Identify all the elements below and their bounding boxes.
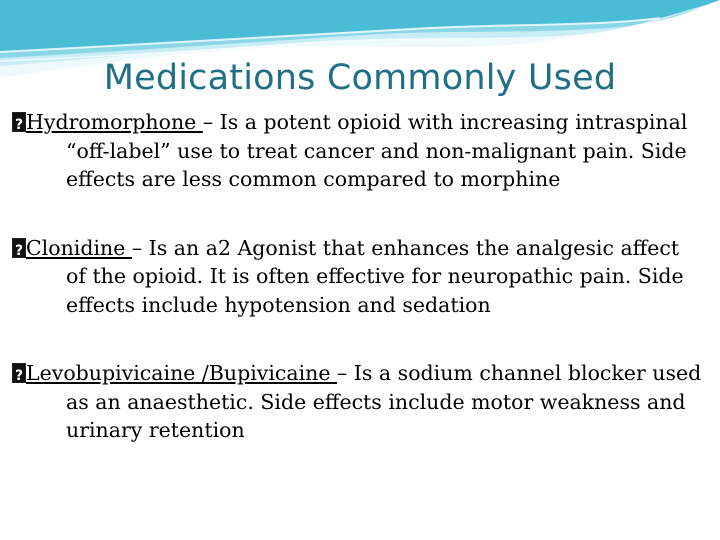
medication-term: Levobupivicaine /Bupivicaine [26, 361, 338, 385]
slide-title: Medications Commonly Used [103, 58, 617, 98]
list-item [12, 234, 702, 320]
bullet-list [12, 108, 702, 485]
list-item [12, 359, 702, 445]
medication-description: – Is a potent opioid with increasing intraspinal “off-label” use to treat cancer and non-malignant pain. Side effects are less common compared to morphine [66, 110, 688, 191]
medication-description: – Is an a2 Agonist that enhances the analgesic affect of the opioid. It is often effective for neuropathic pain. Side effects include hypotension and sedation [66, 235, 684, 317]
medication-term: Clonidine [26, 235, 132, 260]
medication-description: – Is a sodium channel blocker used as an anaesthetic. Side effects include motor weakness and urinary retention [66, 361, 702, 442]
list-item [12, 108, 702, 194]
medication-term: Hydromorphone [26, 110, 203, 134]
